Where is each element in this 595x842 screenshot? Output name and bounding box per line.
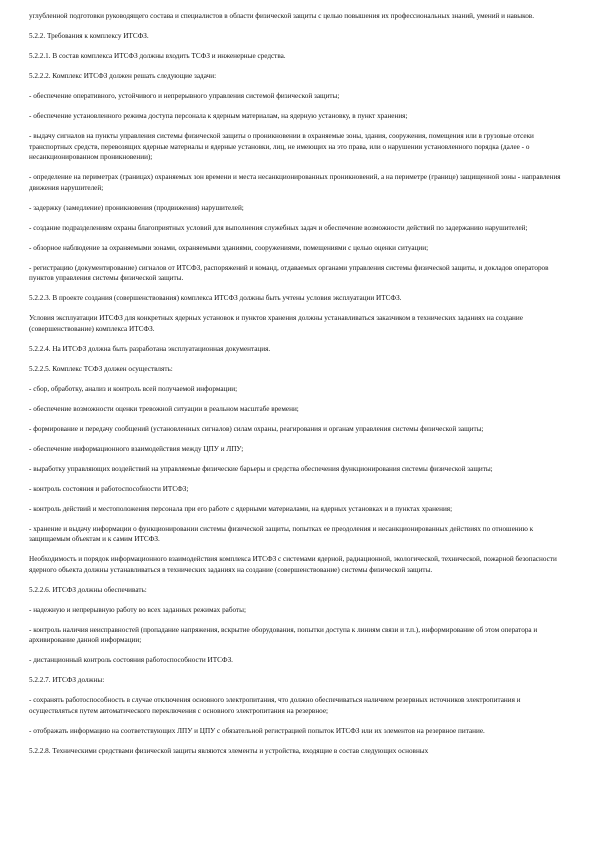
- list-item: - обеспечение информационного взаимодействия между ЦПУ и ЛПУ;: [29, 444, 244, 453]
- list-item: - обеспечение оперативного, устойчивого и непрерывного управления системой физической защиты;: [29, 91, 340, 100]
- list-item: - надежную и непрерывную работу во всех заданных режимах работы;: [29, 605, 246, 614]
- clause-5-2-2-6: 5.2.2.6. ИТСФЗ должны обеспечивать:: [29, 585, 147, 594]
- clause-5-2-2-7: 5.2.2.7. ИТСФЗ должны:: [29, 676, 105, 685]
- list-item: - дистанционный контроль состояния работоспособности ИТСФЗ.: [29, 656, 233, 665]
- intro-paragraph: углубленной подготовки руководящего состава и специалистов в области физической защиты с целью повышения их профессиональных знаний, умений и навыков.: [29, 12, 534, 20]
- clause-5-2-2-4: 5.2.2.4. На ИТСФЗ должна быть разработана эксплуатационная документация.: [29, 344, 271, 353]
- list-item: - создание подразделениям охраны благоприятных условий для выполнения служебных задач и обеспечение возможности действий по задержанию нарушителей;: [29, 223, 528, 232]
- list-item: - контроль наличия неисправностей (пропадание напряжения, вскрытие оборудования, попытки доступа к линиям связи и т.п.), информирование об этом оператора и архивирование данной информации;: [29, 625, 538, 645]
- body-paragraph: Условия эксплуатации ИТСФЗ для конкретных ядерных установок и пунктов хранения должны устанавливаться заказчиком в технических заданиях на создание (совершенствование) комплекса ИТСФЗ.: [29, 314, 523, 333]
- list-item: - обзорное наблюдение за охраняемыми зонами, охраняемыми зданиями, сооружениями, помещениями с целью оценки ситуации;: [29, 243, 429, 252]
- list-item: - контроль состояния и работоспособности ИТСФЗ;: [29, 484, 189, 493]
- list-item: - сохранять работоспособность в случае отключения основного электропитания, что должно обеспечиваться наличием резервных источников электропитания и осуществляться путем автоматического переключения с основного электропитания на резервное;: [29, 696, 521, 715]
- list-item: - выработку управляющих воздействий на управляемые физические барьеры и средства обеспечения функционирования системы физической защиты;: [29, 464, 493, 473]
- list-item: - отображать информацию на соответствующих ЛПУ и ЦПУ с обязательной регистрацией попыток ИТСФЗ или их элементов на резервное питание.: [29, 726, 485, 735]
- clause-5-2-2-1: 5.2.2.1. В состав комплекса ИТСФЗ должны входить ТСФЗ и инженерные средства.: [29, 51, 286, 60]
- list-item: - обеспечение установленного режима доступа персонала к ядерным материалам, на ядерную установку, в пункт хранения;: [29, 111, 408, 120]
- list-item: - задержку (замедление) проникновения (продвижения) нарушителей;: [29, 203, 244, 212]
- list-item: - сбор, обработку, анализ и контроль всей получаемой информации;: [29, 384, 238, 393]
- clause-5-2-2-5: 5.2.2.5. Комплекс ТСФЗ должен осуществлять:: [29, 364, 173, 373]
- clause-5-2-2-2: 5.2.2.2. Комплекс ИТСФЗ должен решать следующие задачи:: [29, 71, 217, 80]
- body-paragraph: Необходимость и порядок информационного взаимодействия комплекса ИТСФЗ с системами ядерной, радиационной, экологической, технической, пожарной безопасности ядерного объекта должны устанавливаться в технических заданиях на создание (совершенствование) системы физической защиты.: [29, 555, 557, 574]
- list-item: - формирование и передачу сообщений (установленных сигналов) силам охраны, реагирования и органам управления системы физической защиты;: [29, 424, 484, 433]
- clause-5-2-2-3: 5.2.2.3. В проекте создания (совершенствования) комплекса ИТСФЗ должны быть учтены условия эксплуатации ИТСФЗ.: [29, 294, 402, 303]
- clause-5-2-2-8: 5.2.2.8. Техническими средствами физической защиты являются элементы и устройства, входящие в состав следующих основных: [29, 746, 429, 755]
- document-page: [29, 11, 569, 766]
- list-item: - выдачу сигналов на пункты управления системы физической защиты о проникновении в охраняемые зоны, здания, сооружения, помещения или в грузовые отсеки транспортных средств, перевозящих ядерные материалы и ядерные установки, лиц, не имеющих на это права, или о нарушении установленного порядка (далее - о несанкционированном проникновении);: [29, 131, 534, 162]
- list-item: - обеспечение возможности оценки тревожной ситуации в реальном масштабе времени;: [29, 404, 299, 413]
- list-item: - регистрацию (документирование) сигналов от ИТСФЗ, распоряжений и команд, отдаваемых органами управления системы физической защиты, и докладов операторов пунктов управления системы физической защиты.: [29, 263, 549, 283]
- section-heading-5-2-2: 5.2.2. Требования к комплексу ИТСФЗ.: [29, 31, 149, 40]
- list-item: - определение на периметрах (границах) охраняемых зон времени и места несанкционированных проникновений, а на периметре (границе) защищенной зоны - направления движения нарушителей;: [29, 173, 561, 192]
- list-item: - хранение и выдачу информации о функционировании системы физической защиты, попытках ее преодоления и несанкционированных действиях по отношению к защищаемым объектам и к самим ИТСФЗ.: [29, 524, 534, 544]
- list-item: - контроль действий и местоположения персонала при его работе с ядерными материалами, на ядерных установках и в пунктах хранения;: [29, 504, 453, 513]
